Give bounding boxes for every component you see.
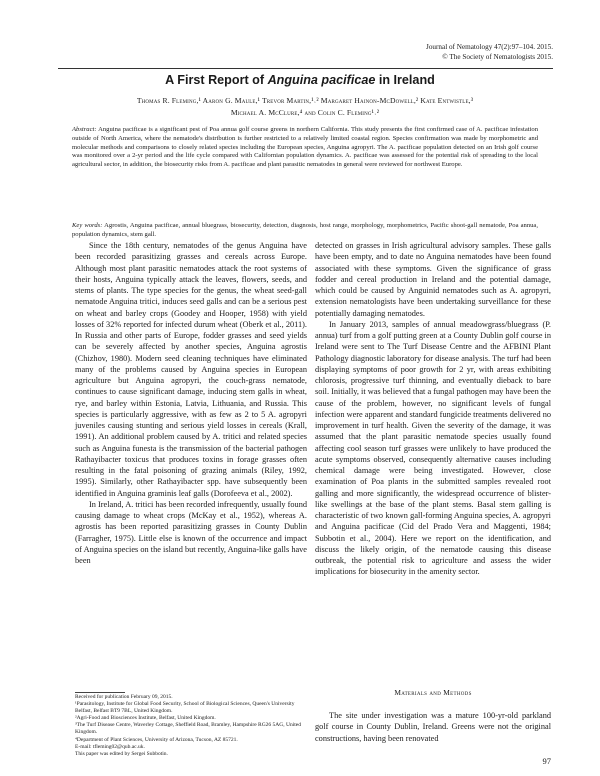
authors-line-1: Thomas R. Fleming,¹ Aaron G. Maule,¹ Trevor Martin,¹˒² Margaret Hainon-McDowell,² Kate Entwistle,³ [136,96,474,105]
footnote-editor: This paper was edited by Sergei Subbotin. [75,750,168,757]
journal-citation [426,43,553,62]
right-paragraph-2: In January 2013, samples of annual meadowgrass/bluegrass (P. annua) turf from a golf putting green at a County Dublin golf course in Ireland were sent to The Turf Disease Centre and the AFBINI Plant Pathology diagnostic laboratory for disease analysis. The turf had been displaying symptoms of poor growth for 2 yr, with areas exhibiting chlorosis, progressive turf thinning, and eventually dieback to bare soil. Initially, it was believed that a fungal pathogen may have been the cause of the problem, however, no significant levels of fungal infection were apparent and standard fungicide treatments delivered no improvement in turf health. Given the severity of the damage, it was assumed that the plant parasitic nematode species usually found affecting cool season turf grasses were unlikely to have produced the acute symptoms observed, consequently alternative causes including chemical damage were being investigated. However, close examination of Poa plants in the submitted samples revealed root galling and more significantly, the widespread occurrence of blister-like swellings at the base of the plant stems. Basal stem galling is characteristic of two known gall-forming Anguina species, A. agropyri and Anguina pacificae (Cid del Prado Vera and Maggenti, 1984; Subbotin et al., 2004). Here we report on the identification, and discuss the likely origin, of the nematode causing this disease outbreak, the potential risk to agriculture and assess the wider implications for biosecurity in the amenity sector. [315,319,551,577]
footnote-affiliation-2: ²Agri-Food and Biosciences Institute, Belfast, United Kingdom. [75,715,216,722]
left-paragraph-2: In Ireland, A. tritici has been recorded infrequently, usually found causing damage to wheat crops (McKay et al., 1952), whereas A. agrostis has been reported parasitizing grasses in County Dublin (Farragher, 1975). Little else is known of the occurrence and impact of Anguina species on the island but recently, Anguina-like galls have been [75,499,307,565]
title-prefix: A First Report of [165,73,268,87]
abstract-label: Abstract: [72,126,97,133]
copyright-line: © The Society of Nematologists 2015. [442,52,553,61]
article-title [0,73,600,87]
left-column [75,240,307,566]
left-paragraph-1: Since the 18th century, nematodes of the genus Anguina have been recorded parasitizing grasses and cereals across Europe. Although most plant parasitic nematodes attack the root systems of their hosts, Anguina typically attack the leaves, flowers, seeds, and stems of plants. The type species for the genus, the wheat seed-gall nematode Anguina tritici, induces seed galls and can be a serious pest on wheat and barley crops (Goodey and Hooper, 1958) with yield losses of 32% reported for infected durum wheat (Oberk et al., 2011). In Russia and other parts of Europe, fodder grasses and seed yields can be severely affected by another species, Anguina agrostis (Chizhov, 1980). Modern seed cleaning techniques have eliminated many of the problems caused by Anguina species in European agriculture but Anguina agropyri, the couch-grass nematode, continues to cause significant damage, inducing stem galls in wheat, rye, and barley within Estonia, Latvia, Lithuania, and Russia. This species is particularly aggressive, with as few as 2 to 5 A. agropyri juveniles causing stunting and serious yield losses in cereals (Krall, 1991). An additional problem caused by A. tritici and related species such as Anguina funesta is the transmission of the bacterial pathogen Rathayibacter toxicus that produces toxins in forage grasses often resulting in the fatal poisoning of grazing animals (Riley, 1992, 1995). Similarly, other Rathayibacter spp. have subsequently been identified in Anguina graminis leaf galls (Dorofeeva et al., 2002). [75,241,307,498]
footnote-affiliation-4: ⁴Department of Plant Sciences, University of Arizona, Tucson, AZ 85721. [75,736,238,743]
header-rule [58,68,553,69]
abstract [72,126,538,170]
footnote-rule [75,692,125,693]
keywords-label: Key words: [72,222,103,229]
section-heading: Materials and Methods [394,688,472,697]
footnote-affiliation-1: ¹Parasitology, Institute for Global Food Security, School of Biological Sciences, Queen's University Belfast, Belfast BT9 7BL, United Kingdom. [75,701,295,715]
right-column [315,240,551,578]
methods-paragraph-1: The site under investigation was a mature 100-yr-old parkland golf course in County Dublin, Ireland. Greens were not the original constructions, having been renovated [315,711,551,743]
journal-line: Journal of Nematology 47(2):97–104. 2015. [426,43,553,51]
keywords [72,222,538,240]
abstract-text: Anguina pacificae is a significant pest of Poa annua golf course greens in northern California. This study presents the first confirmed case of A. pacificae infestation outside of North America, where the nematode's distribution is further restricted to a relatively limited coastal region. Species confirmation was made by morphometric and molecular methods and comparisons to closely related species including the European species, Anguina agropyri. The A. pacificae population detected on an Irish golf course was monitored over a 2-yr period and the life cycle compared with Californian population dynamics. A. pacificae was assessed for the potential risk of spreading to the local agricultural sector, in addition, the biosecurity risks from A. pacificae and plant parasitic nematodes in general were reviewed for northwest Europe. [72,126,539,169]
footnote-affiliation-3: ³The Turf Disease Centre, Waverley Cottage, Sheffield Road, Bramley, Hampshire RG26 5AG, United Kingdom. [75,722,301,736]
title-species: Anguina pacificae [267,73,376,87]
footnote-email: E-mail: tfleming02@qub.ac.uk. [75,743,145,750]
footnotes [75,694,307,758]
author-list [70,95,540,119]
authors-line-2: Michael A. McClure,⁴ and Colin C. Fleming¹˒² [230,108,380,117]
right-paragraph-1: detected on grasses in Irish agricultural advisory samples. These galls have been empty, and to date no Anguina nematodes have been found associated with these symptoms. Given the significance of grass fodder and cereal production in Ireland and the potential damage, which could be caused by Anguinid nematodes such as A. agropyri, extension nematologists have been undertaking surveillance for these potentially damaging nematodes. [315,241,551,318]
page-number: 97 [542,756,551,766]
footnote-received: Received for publication February 09, 2015. [75,694,173,700]
keywords-text: Agrostis, Anguina pacificae, annual bluegrass, biosecurity, detection, diagnosis, host range, morphology, morphometrics, Pacific shoot-gall nematode, Poa annua, population dynamics, stem gall. [72,222,538,238]
methods-text [315,710,551,744]
title-suffix: in Ireland [375,73,435,87]
